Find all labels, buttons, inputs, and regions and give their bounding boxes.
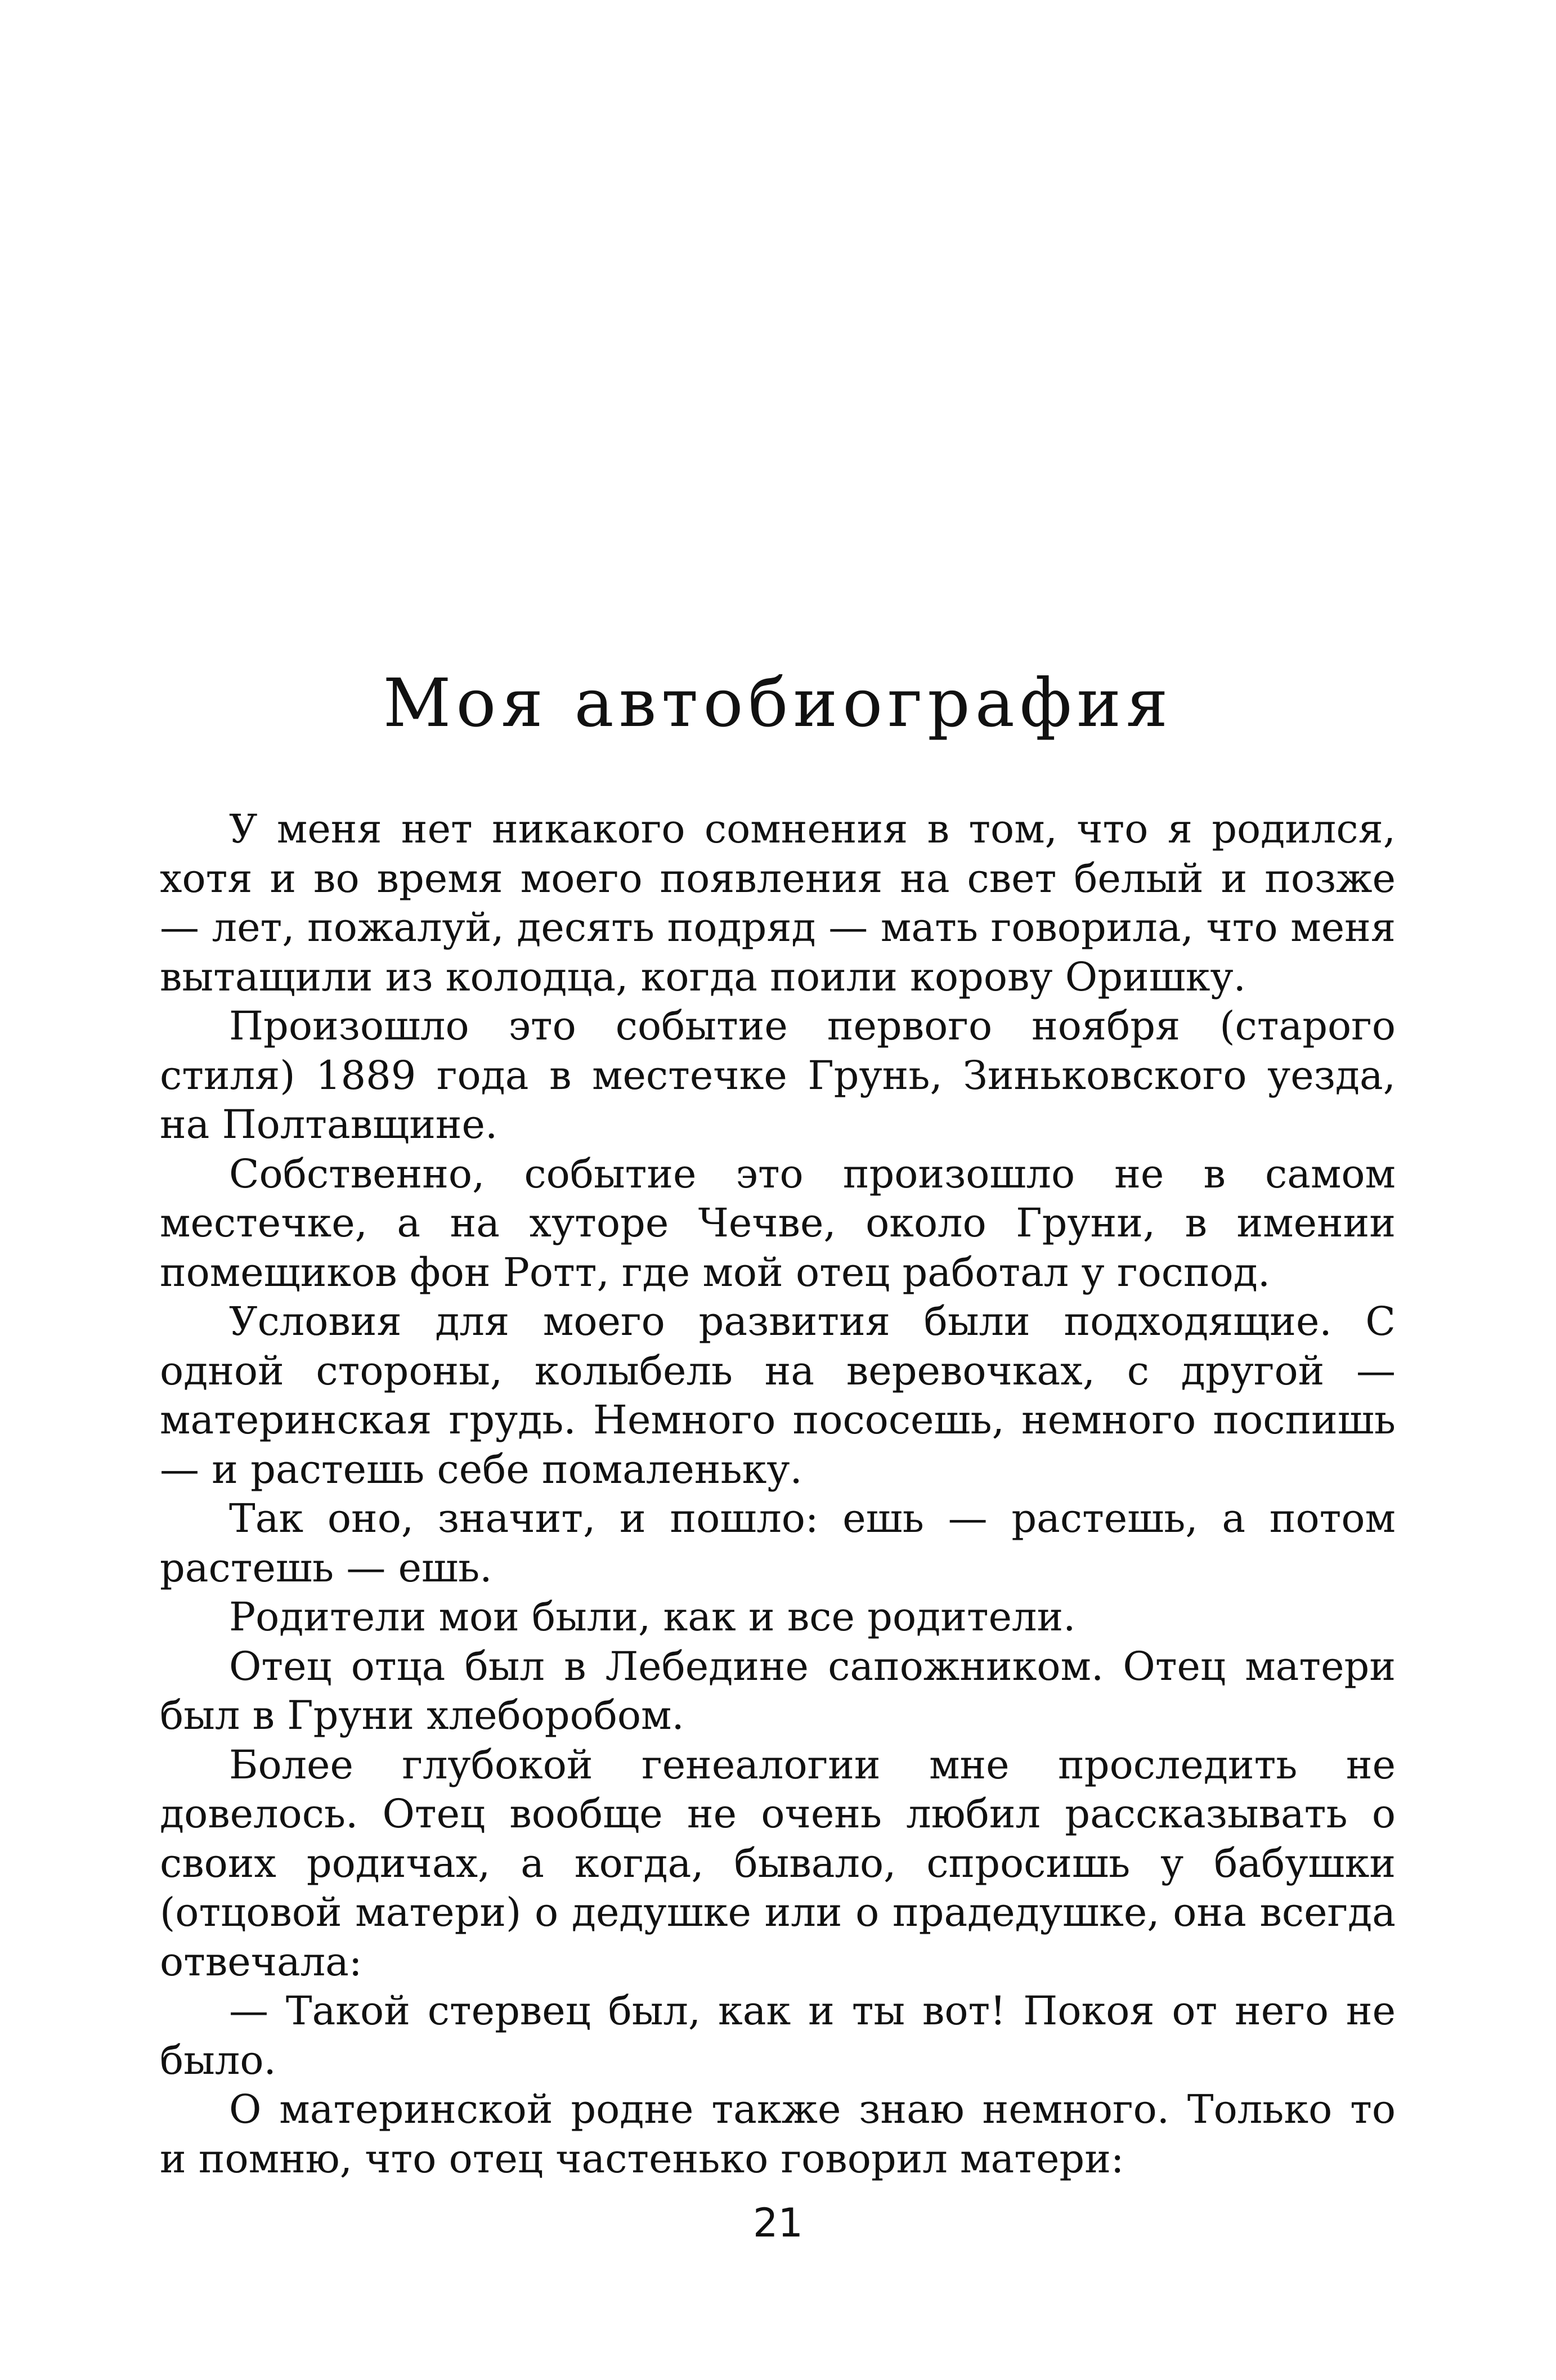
paragraph: Условия для моего развития были подходящие. С одной стороны, колыбель на веревочках, с другой — материнская грудь. Немного пососешь, немного поспишь — и растешь себе помаленьку.: [160, 1298, 1396, 1492]
page-number: 21: [752, 2200, 804, 2246]
paragraph: Родители мои были, как и все родители.: [229, 1594, 1076, 1640]
paragraph: О материнской родне также знаю немного. Только то и помню, что отец частенько говорил матери:: [160, 2086, 1396, 2182]
paragraph: Произошло это событие первого ноября (старого стиля) 1889 года в местечке Грунь, Зиньковского уезда, на Полтавщине.: [160, 1003, 1396, 1148]
paragraph: Отец отца был в Лебедине сапожником. Отец матери был в Груни хлеборобом.: [160, 1643, 1396, 1738]
body-text: [160, 805, 1396, 2184]
paragraph: — Такой стервец был, как и ты вот! Покоя от него не было.: [160, 1988, 1396, 2083]
paragraph: Так оно, значит, и пошло: ешь — растешь, а потом растешь — ешь.: [160, 1495, 1396, 1591]
paragraph: Более глубокой генеалогии мне проследить не довелось. Отец вообще не очень любил рассказывать о своих родичах, а когда, бывало, спросишь у бабушки (отцовой матери) о дедушке или о прадедушке, она всегда отвечала:: [160, 1741, 1396, 1985]
paragraph: Собственно, событие это произошло не в самом местечке, а на хуторе Чечве, около Груни, в имении помещиков фон Ротт, где мой отец работал у господ.: [160, 1150, 1396, 1296]
chapter-title: Моя автобиография: [383, 664, 1173, 742]
paragraph: У меня нет никакого сомнения в том, что я родился, хотя и во время моего появления на свет белый и позже — лет, пожалуй, десять подряд — мать говорила, что меня вытащили из колодца, когда поили корову Оришку.: [160, 806, 1396, 1000]
